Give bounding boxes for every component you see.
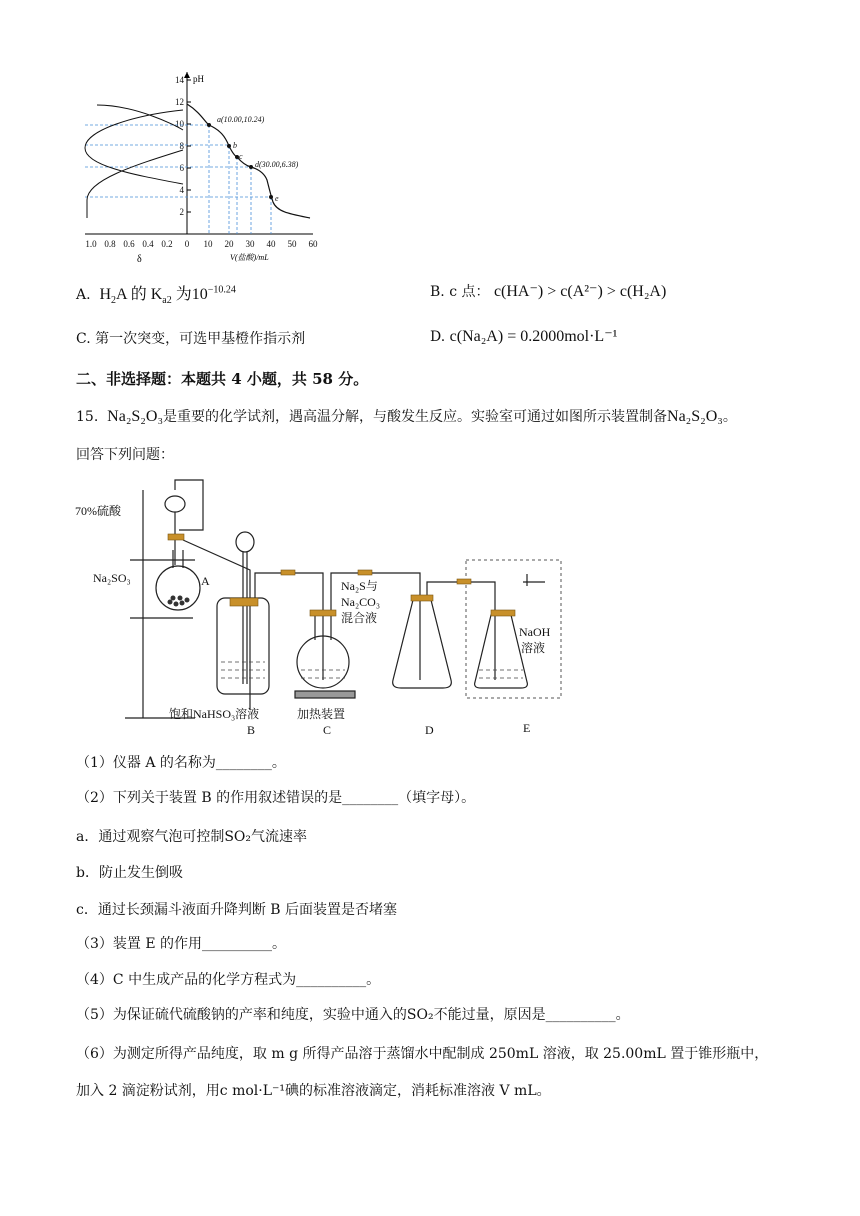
x-tick-left: 0.6 (123, 239, 135, 249)
sub-question-2b: b．防止发生倒吸 (76, 865, 183, 881)
sub-question-6-line1: （6）为测定所得产品纯度，取 m g 所得产品溶于蒸馏水中配制成 250mL 溶液，取 25.00mL 置于锥形瓶中， (76, 1046, 769, 1062)
y-tick: 6 (179, 163, 184, 173)
label-b: B (247, 723, 256, 737)
label-a: A (201, 574, 210, 588)
q15-stem (76, 406, 737, 426)
x-tick-left: 1.0 (85, 239, 97, 249)
x-tick: 30 (245, 239, 255, 249)
option-a (76, 281, 236, 306)
x-axis-label: V(盐酸)/mL (230, 253, 269, 262)
label-c-solution-2: Na₂CO₃ (341, 595, 381, 609)
x-tick-left: 0.2 (161, 239, 173, 249)
q15-formula-1: Na₂S₂O₃ (107, 408, 164, 425)
q15-formula-2: Na₂S₂O₃ (667, 408, 723, 425)
y-tick: 8 (179, 141, 184, 151)
y-tick: 14 (175, 75, 184, 85)
q15-text-end: 。 (722, 409, 737, 425)
sub-question-2: （2）下列关于装置 B 的作用叙述错误的是________（填字母）。 (76, 790, 476, 806)
point-e-label: e (275, 194, 279, 203)
option-d-formula: c(Na₂A) = 0.2000mol·L⁻¹ (449, 328, 618, 345)
label-e-solution-2: 溶液 (521, 641, 546, 655)
x-tick-left: 0.4 (142, 239, 154, 249)
label-heater: 加热装置 (297, 707, 346, 721)
label-b-solution: 饱和NaHSO₃溶液 (169, 707, 260, 721)
option-d (430, 326, 617, 346)
sub-question-4: （4）C 中生成产品的化学方程式为__________。 (76, 972, 381, 988)
section-heading: 二、非选择题：本题共 4 小题，共 58 分。 (76, 370, 369, 388)
label-na2so3: Na₂SO₃ (93, 571, 131, 585)
option-b (430, 281, 666, 301)
label-c-solution-1: Na₂S与 (341, 579, 378, 593)
option-a-formula: $H_2A$ 的 $K_{a2}$ 为$10^{-10.24}$ (99, 284, 236, 307)
y-tick: 10 (175, 119, 184, 129)
point-c-label: c (239, 152, 243, 161)
q15-prompt: 回答下列问题： (76, 447, 174, 463)
label-c: C (323, 723, 332, 737)
q15-text: 是重要的化学试剂，遇高温分解，与酸发生反应。实验室可通过如图所示装置制备 (163, 409, 668, 425)
y-axis-label: pH (193, 74, 204, 84)
label-acid: 70%硫酸 (75, 504, 121, 518)
sub-question-1: （1）仪器 A 的名称为________。 (76, 755, 286, 771)
x-tick-left: 0.8 (104, 239, 116, 249)
option-b-prefix: B. c 点： (430, 284, 490, 300)
label-e: E (523, 721, 531, 735)
option-c: C. 第一次突变，可选甲基橙作指示剂 (76, 331, 306, 347)
sub-question-6-line2: 加入 2 滴淀粉试剂，用c mol·L⁻¹碘的标准溶液滴定，消耗标准溶液 V mL。 (76, 1083, 551, 1099)
sub-question-5: （5）为保证硫代硫酸钠的产率和纯度，实验中通入的SO₂不能过量，原因是__________。 (76, 1007, 630, 1023)
y-tick: 12 (175, 97, 184, 107)
sub-question-2c: c．通过长颈漏斗液面升降判断 B 后面装置是否堵塞 (76, 902, 398, 918)
y-tick: 4 (179, 185, 184, 195)
apparatus-diagram (75, 470, 575, 740)
label-d: D (425, 723, 434, 737)
q15-number: 15. (76, 409, 99, 425)
sub-question-3: （3）装置 E 的作用__________。 (76, 936, 287, 952)
titration-graph (75, 70, 325, 270)
x-tick: 10 (203, 239, 213, 249)
x-tick: 0 (184, 239, 190, 249)
point-a-label: a(10.00,10.24) (217, 115, 265, 124)
label-c-solution-3: 混合液 (341, 611, 378, 625)
x-tick: 60 (308, 239, 318, 249)
point-b-label: b (233, 141, 237, 150)
option-d-prefix: D. (430, 329, 446, 345)
option-a-prefix: A. (76, 287, 91, 303)
point-d-label: d(30.00,6.38) (255, 160, 299, 169)
option-b-formula: c(HA⁻) > c(A²⁻) > c(H₂A) (493, 283, 667, 300)
label-e-solution-1: NaOH (519, 625, 551, 639)
y-tick: 2 (179, 207, 184, 217)
left-axis-label: δ (137, 254, 142, 265)
x-tick: 20 (224, 239, 234, 249)
x-tick: 50 (287, 239, 297, 249)
sub-question-2a: a．通过观察气泡可控制SO₂气流速率 (76, 829, 308, 845)
x-tick: 40 (266, 239, 276, 249)
